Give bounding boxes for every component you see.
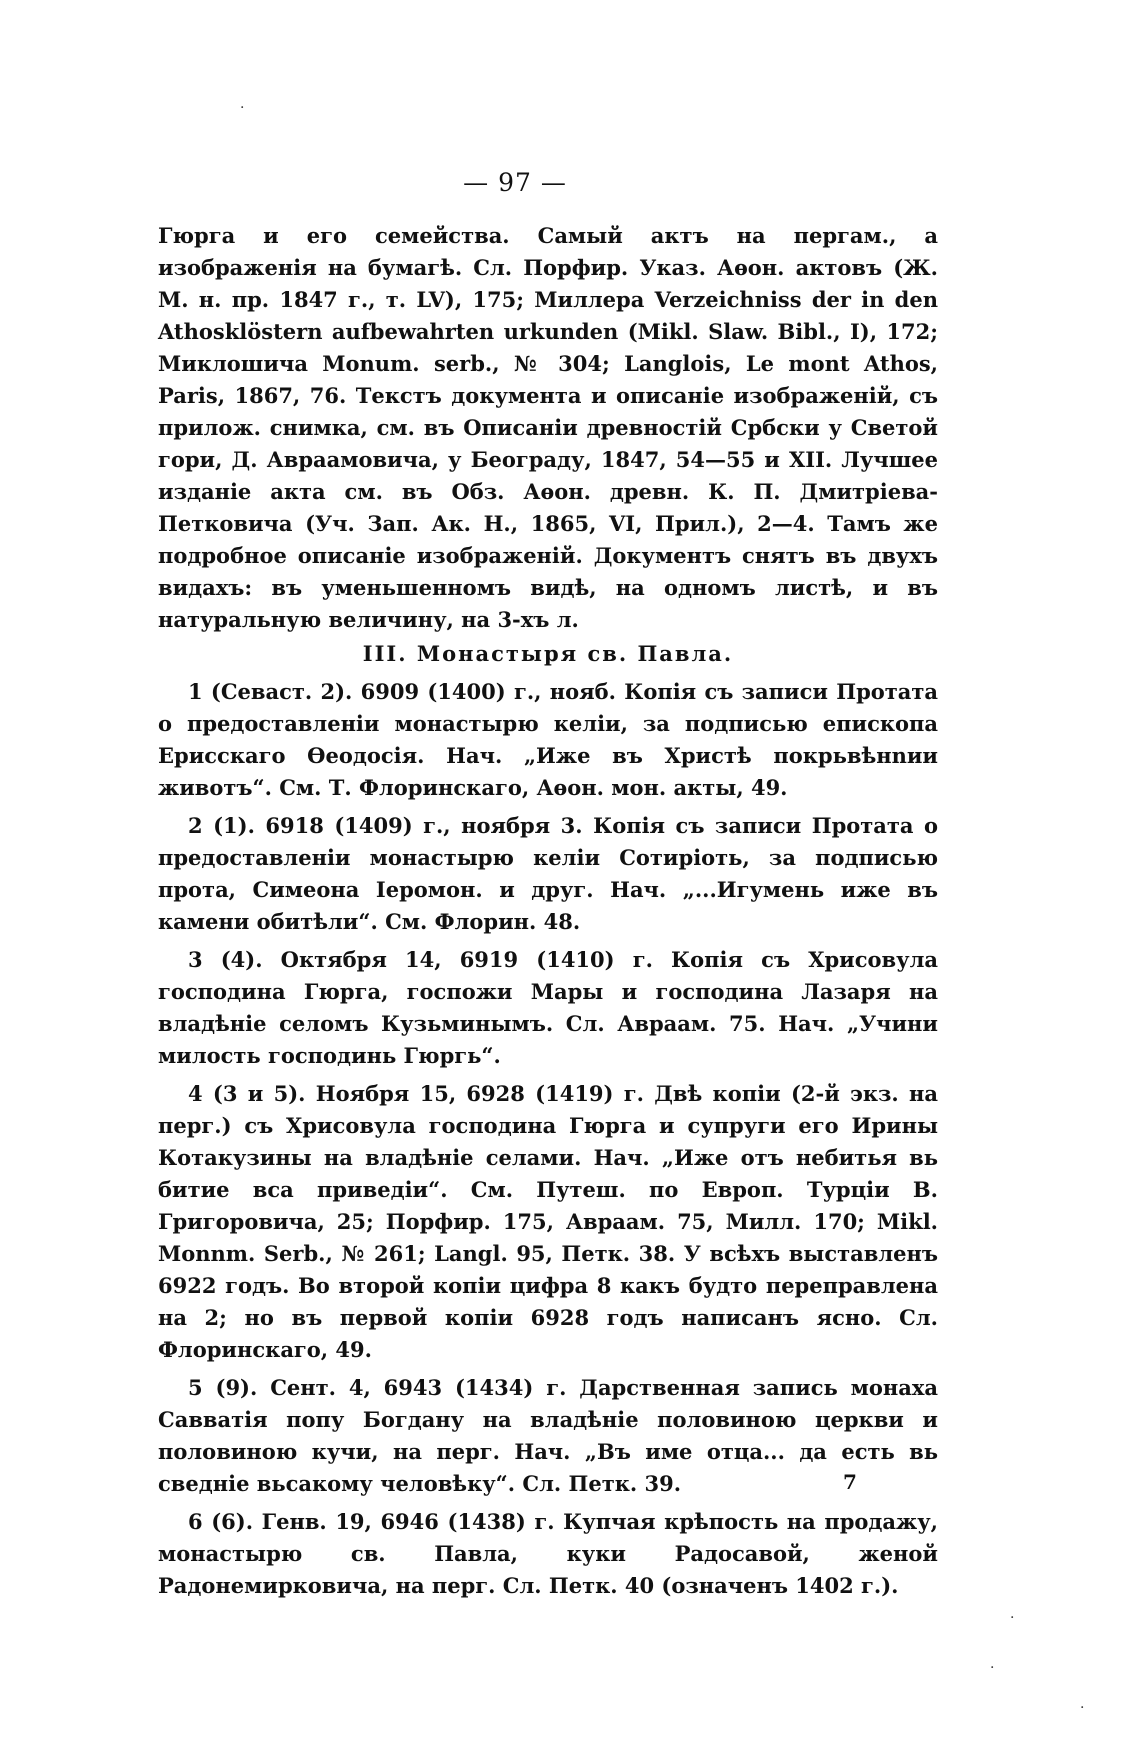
scan-speck: · [1080, 1700, 1085, 1716]
intro-paragraph: Гюрга и его семейства. Самый актъ на пергам., а изображенія на бумагѣ. Сл. Порфир. Указ. Аѳон. актовъ (Ж. М. н. пр. 1847 г., т. LV), 175; Миллера Verzeichniss der in den Athosklöstern aufbewahrten urkunden (Mikl. Slaw. Bibl., I), 172; Миклошича Monum. serb., № 304; Langlois, Le mont Athos, Paris, 1867, 76. Текстъ документа и описаніе изображеній, съ прилож. снимка, см. въ Описаніи древностій Србски у Светой гори, Д. Авраамовича, у Београду, 1847, 54—55 и XII. Лучшее изданіе акта см. въ Обз. Аѳон. древн. К. П. Дмитріева-Петковича (Уч. Зап. Ак. Н., 1865, VI, Прил.), 2—4. Тамъ же подробное описаніе изображеній. Документъ снятъ въ двухъ видахъ: въ уменьшенномъ видѣ, на одномъ листѣ, и въ натуральную величину, на 3-хъ л. [158, 223, 938, 632]
scan-speck: · [990, 1660, 995, 1676]
signature-mark: 7 [843, 1470, 857, 1494]
entry-1: 1 (Севаст. 2). 6909 (1400) г., нояб. Копія съ записи Протата о предоставленіи монастырю келіи, за подписью епископа Ерисскаго Ѳеодосія. Нач. „Иже въ Христѣ покрьвѣнnии животъ“. См. Т. Флоринскаго, Аѳон. мон. акты, 49. [158, 679, 938, 800]
main-text [158, 220, 938, 1602]
entry-2: 2 (1). 6918 (1409) г., ноября 3. Копія съ записи Протата о предоставленіи монастырю келіи Сотиріоть, за подписью прота, Симеона Іеромон. и друг. Нач. „...Игумень иже въ камени обитѣли“. См. Флорин. 48. [158, 813, 938, 934]
entry-3: 3 (4). Октября 14, 6919 (1410) г. Копія съ Хрисовула господина Гюрга, госпожи Мары и господина Лазаря на владѣніе селомъ Кузьминымъ. Сл. Авраам. 75. Нач. „Учини милость господинь Гюргь“. [158, 947, 938, 1068]
scan-speck: · [1010, 1610, 1015, 1626]
entry-4: 4 (3 и 5). Ноября 15, 6928 (1419) г. Двѣ копіи (2-й экз. на перг.) съ Хрисовула господина Гюрга и супруги его Ирины Котакузины на владѣніе селами. Нач. „Иже отъ небитья вь битие вса приведіи“. См. Путеш. по Европ. Турціи В. Григоровича, 25; Порфир. 175, Авраам. 75, Милл. 170; Mikl. Monnm. Serb., № 261; Langl. 95, Петк. 38. У всѣхъ выставленъ 6922 годъ. Во второй копіи цифра 8 какъ будто переправлена на 2; но въ первой копіи 6928 годъ написанъ ясно. Сл. Флоринскаго, 49. [158, 1081, 938, 1362]
entry-5: 5 (9). Сент. 4, 6943 (1434) г. Дарственная запись монаха Савватія попу Богдану на владѣніе половиною церкви и половиною кучи, на перг. Нач. „Въ име отца... да есть вь сведніе вьсакому человѣку“. Сл. Петк. 39. [158, 1375, 938, 1496]
page-number: — 97 — [463, 168, 567, 197]
entry-6: 6 (6). Генв. 19, 6946 (1438) г. Купчая крѣпость на продажу, монастырю св. Павла, куки Радосавой, женой Радонемирковича, на перг. Сл. Петк. 40 (означенъ 1402 г.). [158, 1509, 938, 1598]
section-heading: III. Монастыря св. Павла. [362, 641, 734, 666]
scan-speck: · [240, 100, 245, 116]
